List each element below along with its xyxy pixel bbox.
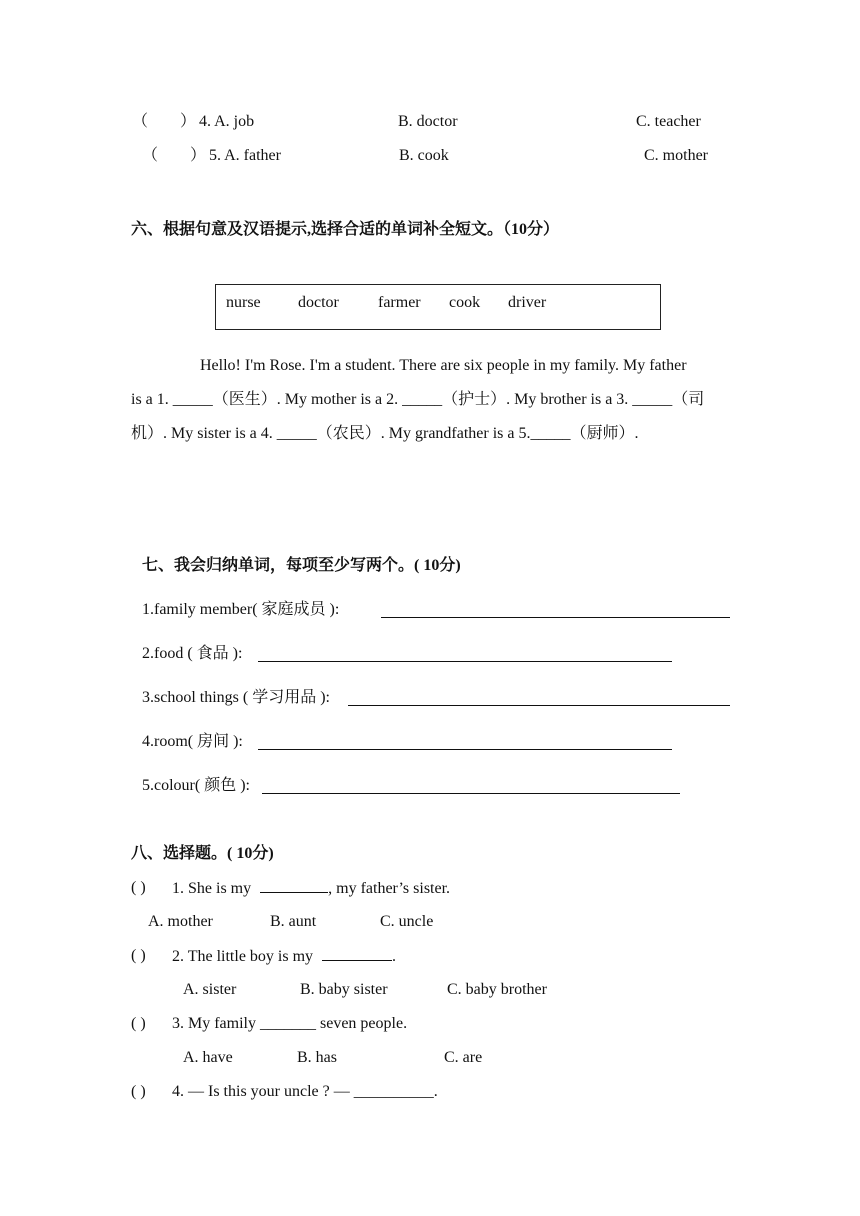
q2-option-b: B. baby sister: [300, 981, 388, 998]
q2-blank[interactable]: [322, 946, 392, 961]
q4-option-a: 4. A. job: [199, 113, 255, 130]
q2-stem: [172, 946, 396, 967]
q5-paren-open: （: [142, 147, 159, 164]
q1-stem: [172, 878, 450, 899]
passage-line: 机）. My sister is a 4. _____（农民）. My grandfather is a 5._____（厨师）.: [131, 425, 639, 442]
category-label: 1.family member( 家庭成员 ):: [142, 601, 340, 618]
q1-option-a: A. mother: [148, 913, 213, 930]
q5-paren-close: ）: [190, 147, 207, 164]
word-bank-item: farmer: [378, 294, 421, 311]
q2-stem-b: .: [392, 948, 397, 965]
word-bank-box: [215, 284, 661, 330]
section6-title: 六、根据句意及汉语提示,选择合适的单词补全短文。（10分）: [131, 221, 560, 238]
q3-option-b: B. has: [297, 1049, 337, 1066]
q4-option-c: C. teacher: [636, 113, 701, 130]
q5-option-c: C. mother: [644, 147, 708, 164]
section8-title: 八、选择题。( 10分): [131, 845, 274, 862]
q3-option-c: C. are: [444, 1049, 483, 1066]
q4-stem: 4. — Is this your uncle ? — __________.: [172, 1083, 438, 1100]
q2-option-a: A. sister: [183, 981, 237, 998]
q1-option-c: C. uncle: [380, 913, 434, 930]
word-bank-item: cook: [449, 294, 481, 311]
category-label: 2.food ( 食品 ):: [142, 645, 243, 662]
q3-stem: 3. My family _______ seven people.: [172, 1015, 408, 1032]
q3-paren: ( ): [131, 1015, 146, 1032]
answer-line[interactable]: [348, 705, 730, 706]
q1-option-b: B. aunt: [270, 913, 317, 930]
q4-paren: ( ): [131, 1083, 146, 1100]
section7-title: 七、我会归纳单词，每项至少写两个。( 10分): [142, 557, 461, 574]
answer-line[interactable]: [258, 661, 672, 662]
word-bank-item: doctor: [298, 294, 339, 311]
category-label: 5.colour( 颜色 ):: [142, 777, 250, 794]
q2-stem-a: 2. The little boy is my: [172, 948, 314, 965]
q5-option-b: B. cook: [399, 147, 449, 164]
passage-line: is a 1. _____（医生）. My mother is a 2. _____（护士）. My brother is a 3. _____（司: [131, 391, 705, 408]
q1-stem-b: , my father’s sister.: [328, 880, 451, 897]
passage-line: Hello! I'm Rose. I'm a student. There are six people in my family. My father: [200, 357, 687, 374]
q4-paren-open: （: [132, 113, 149, 130]
word-bank-item: driver: [508, 294, 547, 311]
q1-blank[interactable]: [260, 878, 328, 893]
category-label: 4.room( 房间 ):: [142, 733, 243, 750]
answer-line[interactable]: [258, 749, 672, 750]
q1-stem-a: 1. She is my: [172, 880, 252, 897]
answer-line[interactable]: [381, 617, 730, 618]
q4-option-b: B. doctor: [398, 113, 458, 130]
q2-paren: ( ): [131, 947, 146, 964]
q5-option-a: 5. A. father: [209, 147, 281, 164]
word-bank-item: nurse: [226, 294, 261, 311]
q2-option-c: C. baby brother: [447, 981, 547, 998]
answer-line[interactable]: [262, 793, 680, 794]
q3-option-a: A. have: [183, 1049, 233, 1066]
q4-paren-close: ）: [180, 113, 197, 130]
q1-paren: ( ): [131, 879, 146, 896]
category-label: 3.school things ( 学习用品 ):: [142, 689, 330, 706]
